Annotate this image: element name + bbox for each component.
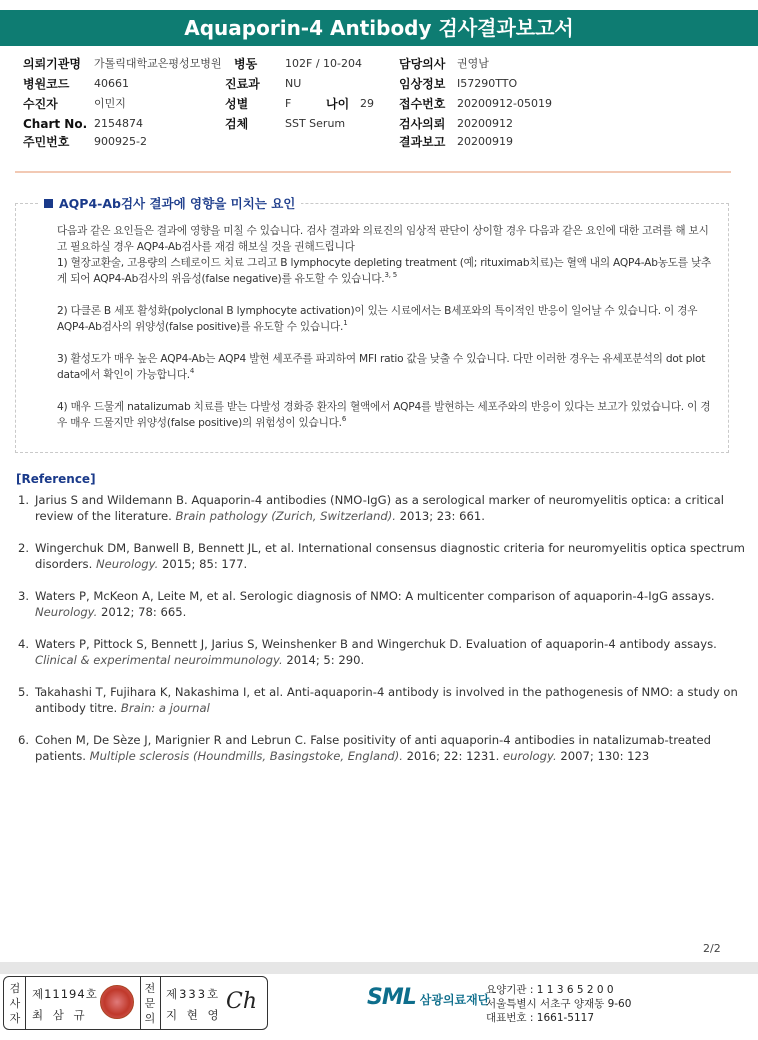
chart-value: 2154874 bbox=[94, 117, 143, 130]
org-code: 요양기관 : 1 1 3 6 5 2 0 0 bbox=[486, 984, 614, 996]
ssn-label: 주민번호 bbox=[23, 135, 70, 149]
department-value: NU bbox=[285, 77, 302, 90]
reference-item: 4. Waters P, Pittock S, Bennett J, Jarius S, Weinshenker B and Wingerchuk D. Evaluation of aquaporin-4 antibody assays. Clinical & experimental neuroimmunology. 2014; 5: 290. bbox=[18, 637, 717, 667]
hospital-code-value: 40661 bbox=[94, 77, 129, 90]
doctor-value: 권영남 bbox=[457, 57, 489, 70]
clinical-info-value: I57290TTO bbox=[457, 77, 518, 90]
request-value: 20200912 bbox=[457, 117, 513, 130]
age-value: 29 bbox=[360, 97, 374, 110]
sex-label: 성별 bbox=[225, 97, 249, 111]
report-label: 결과보고 bbox=[399, 135, 446, 149]
separator bbox=[140, 977, 141, 1029]
section-divider bbox=[15, 171, 731, 173]
ward-label: 병동 bbox=[234, 57, 258, 71]
separator bbox=[25, 977, 26, 1029]
specialist-name: 지 현 영 bbox=[166, 1008, 222, 1022]
factors-body bbox=[57, 223, 717, 447]
reference-item: 2. Wingerchuk DM, Banwell B, Bennett JL, et al. International consensus diagnostic criteria for neuromyelitis optica spectrum disorders. Neurology. 2015; 85: 177. bbox=[18, 541, 745, 571]
factors-intro: 다음과 같은 요인들은 결과에 영향을 미칠 수 있습니다. 검사 결과와 의료진의 임상적 판단이 상이할 경우 다음과 같은 요인에 대한 고려를 해 보시고 필요하실 경우 AQP4-Ab검사를 재검 해보실 것을 권해드립니다 bbox=[57, 225, 709, 253]
specimen-label: 검체 bbox=[225, 117, 249, 131]
tester-name: 최 삼 규 bbox=[32, 1008, 88, 1022]
age-label: 나이 bbox=[326, 97, 350, 111]
specialist-label: 전 문 의 bbox=[144, 982, 156, 1025]
ward-value: 102F / 10-204 bbox=[285, 57, 362, 70]
receipt-label: 접수번호 bbox=[399, 97, 446, 111]
doctor-label: 담당의사 bbox=[399, 57, 446, 71]
factor-item-1: 1) 혈장교환술, 고용량의 스테로이드 치료 그리고 B lymphocyte depleting treatment (예; rituximab치료)는 혈액 내의 AQP4-Ab농도를 낮추게 되어 AQP4-Ab검사의 위음성(false negative)를 유도할 수 있습니다.$^{3, 5}$ bbox=[57, 257, 712, 285]
reference-item: 3. Waters P, McKeon A, Leite M, et al. Serologic diagnosis of NMO: A multicenter comparison of aquaporin-4-IgG assays. Neurology. 2012; 78: 665. bbox=[18, 589, 715, 619]
patient-value: 이민지 bbox=[94, 97, 126, 110]
reference-heading: [Reference] bbox=[16, 472, 96, 486]
reference-item: 5. Takahashi T, Fujihara K, Nakashima I, et al. Anti-aquaporin-4 antibody is involved in the pathogenesis of NMO: a study on antibody titre. Brain: a journal bbox=[18, 685, 738, 715]
signature-icon: Ch bbox=[226, 989, 258, 1014]
report-value: 20200919 bbox=[457, 135, 513, 148]
specialist-license: 제333호 bbox=[166, 987, 221, 1001]
tester-label: 검 사 자 bbox=[9, 982, 21, 1025]
ssn-value: 900925-2 bbox=[94, 135, 147, 148]
patient-label: 수진자 bbox=[23, 97, 58, 111]
sex-value: F bbox=[285, 97, 292, 110]
page-number: 2/2 bbox=[703, 942, 721, 955]
factor-item-2: 2) 다클론 B 세포 활성화(polyclonal B lymphocyte activation)이 있는 시료에서는 B세포와의 특이적인 반응이 일어날 수 있습니다. 이 경우 AQP4-Ab검사의 위양성(false positive)를 유도할 수 있습니다.$^1$ bbox=[57, 305, 698, 333]
clinical-info-label: 임상정보 bbox=[399, 77, 446, 91]
seal-icon bbox=[100, 985, 134, 1019]
factor-item-3: 3) 활성도가 매우 높은 AQP4-Ab는 AQP4 발현 세포주를 파괴하여 MFI ratio 값을 낮출 수 있습니다. 다만 이러한 경우는 유세포분석의 dot plot data에서 확인이 가능합니다.$^4$ bbox=[57, 353, 706, 381]
organization-info bbox=[486, 983, 631, 1025]
report-title: Aquaporin-4 Antibody 검사결과보고서 bbox=[0, 10, 758, 46]
org-phone: 대표번호 : 1661-5117 bbox=[486, 1012, 595, 1024]
chart-label: Chart No. bbox=[23, 117, 88, 131]
hospital-code-label: 병원코드 bbox=[23, 77, 70, 91]
reference-list bbox=[18, 492, 754, 780]
institution-value: 가톨릭대학교은평성모병원 bbox=[94, 57, 222, 70]
sml-logo: SML 삼광의료재단 bbox=[367, 985, 490, 1010]
footer-band bbox=[0, 962, 758, 974]
tester-license: 제11194호 bbox=[32, 987, 98, 1001]
factors-title bbox=[38, 194, 301, 212]
receipt-value: 20200912-05019 bbox=[457, 97, 552, 110]
signature-box bbox=[3, 976, 268, 1030]
specimen-value: SST Serum bbox=[285, 117, 346, 130]
factor-item-4: 4) 매우 드물게 natalizumab 치료를 받는 다발성 경화증 환자의 혈액에서 AQP4를 발현하는 세포주와의 반응이 있다는 보고가 있었습니다. 이 경우 매우 드물지만 위양성(false positive)의 위험성이 있습니다.$^6$ bbox=[57, 401, 711, 429]
institution-label: 의뢰기관명 bbox=[23, 57, 81, 71]
org-address: 서울특별시 서초구 양재동 9-60 bbox=[486, 998, 632, 1010]
reference-item: 6. Cohen M, De Sèze J, Marignier R and Lebrun C. False positivity of anti aquaporin-4 antibodies in natalizumab-treated patients. Multiple sclerosis (Houndmills, Basingstoke, England). 2016; 22: 1231. eurology. 2007; 130: 123 bbox=[18, 733, 711, 763]
reference-item: 1. Jarius S and Wildemann B. Aquaporin-4 antibodies (NMO-IgG) as a serological marker of neuromyelitis optica: a critical review of the literature. Brain pathology (Zurich, Switzerland). 2013; 23: 661. bbox=[18, 493, 725, 523]
factors-title-text: AQP4-Ab검사 결과에 영향을 미치는 요인 bbox=[59, 196, 296, 211]
request-label: 검사의뢰 bbox=[399, 117, 446, 131]
square-bullet-icon bbox=[44, 199, 53, 208]
separator bbox=[160, 977, 161, 1029]
department-label: 진료과 bbox=[225, 77, 260, 91]
